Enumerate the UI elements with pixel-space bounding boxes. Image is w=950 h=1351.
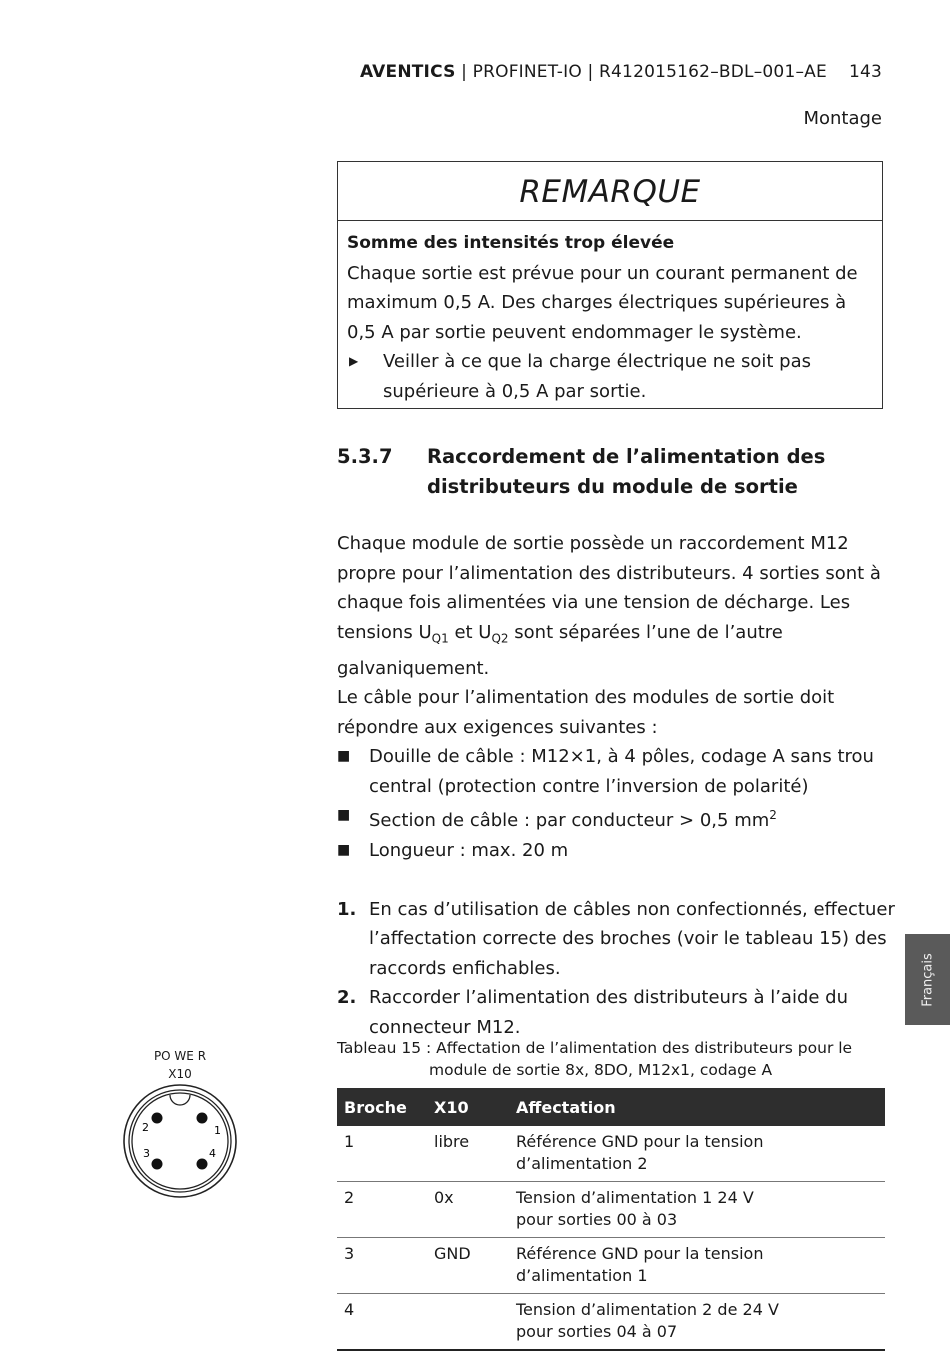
table-cell: 3 [337, 1238, 427, 1294]
body-text [337, 529, 897, 1042]
triangle-bullet-icon: ▶ [349, 354, 359, 368]
list-item: ■ Douille de câble : M12×1, à 4 pôles, codage A sans trou central (protection contre l’inversion de polarité) [337, 742, 897, 801]
section-heading [337, 442, 867, 502]
table-cell: libre [427, 1126, 509, 1182]
brand-name: AVENTICS [359, 62, 456, 82]
notice-box [337, 161, 883, 409]
table-cell [427, 1294, 509, 1351]
language-tab-label: Français [920, 952, 935, 1007]
document-id: | PROFINET-IO | R412015162–BDL–001–AE [455, 62, 827, 82]
table-caption: Tableau 15 : Affectation de l’alimentation des distributeurs pour le module de sortie 8x, 8DO, M12x1, codage A [337, 1039, 853, 1079]
step-item: 2. Raccorder l’alimentation des distributeurs à l’aide du connecteur M12. [337, 987, 849, 1038]
pin-label: 4 [209, 1147, 216, 1160]
requirements-paragraph: Le câble pour l’alimentation des modules de sortie doit répondre aux exigences suivantes : [337, 687, 835, 738]
pin-label: 1 [214, 1124, 221, 1137]
notice-text: Chaque sortie est prévue pour un courant permanent de maximum 0,5 A. Des charges électriques supérieures à 0,5 A par sortie peuvent endommager le système. [347, 262, 858, 343]
column-header: X10 [427, 1088, 509, 1126]
pin-dot [152, 1159, 163, 1170]
pin-dot [152, 1113, 163, 1124]
section-title: Raccordement de l’alimentation des distributeurs du module de sortie [427, 445, 826, 498]
table-header-row [337, 1088, 885, 1126]
notice-bullet-text: Veiller à ce que la charge électrique ne soit pas supérieure à 0,5 A par sortie. [383, 351, 812, 402]
connector-label: PO WE R [153, 1049, 207, 1063]
pin-label: 2 [142, 1121, 149, 1134]
table-cell: 4 [337, 1294, 427, 1351]
notice-title: REMARQUE [338, 162, 882, 221]
page-number: 143 [848, 62, 882, 82]
language-tab[interactable] [905, 934, 950, 1025]
step-item: 1. En cas d’utilisation de câbles non confectionnés, effectuer l’affectation correcte des broches (voir le tableau 15) des raccords enfichables. [337, 898, 895, 979]
table-cell: Tension d’alimentation 1 24 V pour sorties 00 à 03 [509, 1182, 885, 1238]
pin-dot [197, 1113, 208, 1124]
pin-assignment-table [337, 1088, 885, 1351]
notice-heading: Somme des intensités trop élevée [347, 233, 675, 253]
table-cell: 1 [337, 1126, 427, 1182]
table-cell: GND [427, 1238, 509, 1294]
column-header: Broche [337, 1088, 427, 1126]
connector-id: X10 [168, 1067, 192, 1081]
square-bullet-icon: ■ [337, 748, 351, 765]
table-cell: Tension d’alimentation 2 de 24 V pour sorties 04 à 07 [509, 1294, 885, 1351]
table-cell: 2 [337, 1182, 427, 1238]
intro-paragraph: Chaque module de sortie possède un raccordement M12 propre pour l’alimentation des distributeurs. 4 sorties sont à chaque fois alimentées via une tension de décharge. Les tensions $U_{Q1}$ et $U_{Q2}$ sont séparées l’une de l’autre galvaniquement. [337, 533, 881, 679]
square-bullet-icon: ■ [337, 841, 351, 858]
table-cell: Référence GND pour la tension d’alimentation 1 [509, 1238, 885, 1294]
section-name: Montage [803, 108, 882, 129]
section-number: 5.3.7 [337, 445, 393, 468]
page-header [360, 62, 882, 82]
table-row [337, 1294, 885, 1351]
column-header: Affectation [509, 1088, 885, 1126]
table-row [337, 1126, 885, 1182]
table-row [337, 1238, 885, 1294]
table-cell: 0x [427, 1182, 509, 1238]
connector-diagram [110, 1045, 250, 1205]
notice-bullet [347, 347, 872, 406]
table-cell: Référence GND pour la tension d’alimentation 2 [509, 1126, 885, 1182]
table-row [337, 1182, 885, 1238]
list-item: ■ Section de câble : par conducteur > 0,5 $mm^2$ [337, 801, 897, 836]
m12-connector-icon [110, 1045, 250, 1205]
list-item: ■ Longueur : max. 20 m [337, 836, 897, 866]
pin-label: 3 [143, 1147, 150, 1160]
square-bullet-icon: ■ [337, 807, 351, 824]
pin-dot [197, 1159, 208, 1170]
